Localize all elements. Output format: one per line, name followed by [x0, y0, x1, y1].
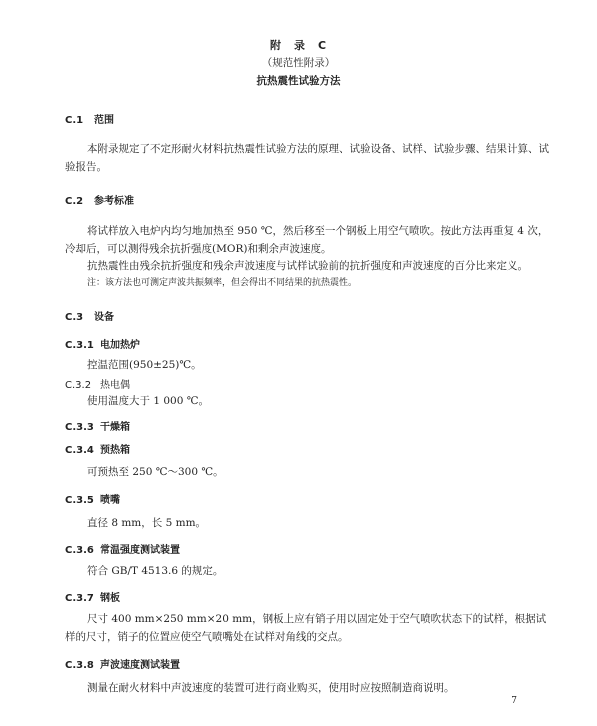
section-heading-c2 [65, 192, 134, 207]
subsection-heading-c36 [65, 541, 180, 556]
section-number: C.2 [65, 196, 84, 207]
subsection-heading-c35 [65, 491, 120, 506]
paragraph-line: 符合 GB/T 4513.6 的规定。 [87, 565, 224, 577]
section-title: 预热箱 [100, 445, 130, 456]
section-title: 钢板 [100, 593, 120, 604]
section-number: C.3.3 [65, 422, 94, 433]
section-title: 范围 [94, 115, 114, 126]
paragraph-line: 抗热震性由残余抗折强度和残余声波速度与试样试验前的抗折强度和声波速度的百分比来定义。 [87, 260, 528, 272]
section-number: C.3.1 [65, 340, 94, 351]
section-title: 设备 [94, 312, 114, 323]
section-number: C.3.4 [65, 445, 94, 456]
paragraph-line: 测量在耐火材料中声波速度的装置可进行商业购买，使用时应按照制造商说明。 [87, 682, 455, 694]
note: 注：该方法也可测定声波共振频率，但会得出不同结果的抗热震性。 [87, 278, 358, 288]
page-number: 7 [511, 696, 517, 706]
section-number: C.3.5 [65, 495, 94, 506]
paragraph-line: 可预热至 250 ℃～300 ℃。 [87, 466, 224, 478]
section-title: 声波速度测试装置 [100, 660, 180, 671]
appendix-title: 附 录 C [269, 39, 328, 52]
paragraph-line: 使用温度大于 1 000 ℃。 [87, 395, 209, 407]
section-number: C.3.7 [65, 593, 94, 604]
section-title: 电加热炉 [100, 340, 140, 351]
section-heading-c1 [65, 111, 114, 126]
section-number: C.3.6 [65, 545, 94, 556]
paragraph-line: 本附录规定了不定形耐火材料抗热震性试验方法的原理、试验设备、试样、试验步骤、结果计算、试 [87, 143, 549, 155]
paragraph-line: 样的尺寸，销子的位置应使空气喷嘴处在试样对角线的交点。 [65, 631, 349, 643]
subsection-heading-c32 [65, 376, 130, 391]
document-title: 抗热震性试验方法 [256, 75, 341, 87]
subsection-heading-c33 [65, 418, 130, 433]
paragraph-line: 将试样放入电炉内均匀地加热至 950 ℃，然后移至一个钢板上用空气喷吹。按此方法再重复 4 次， [87, 225, 549, 237]
section-heading-c3 [65, 308, 114, 323]
appendix-subtitle: （规范性附录） [261, 57, 336, 69]
paragraph-line: 直径 8 mm，长 5 mm。 [87, 517, 207, 529]
paragraph-line: 验报告。 [65, 161, 107, 173]
subsection-heading-c37 [65, 589, 120, 604]
subsection-heading-c38 [65, 656, 180, 671]
subsection-heading-c34 [65, 441, 130, 456]
paragraph-line: 控温范围(950±25)℃。 [87, 359, 202, 371]
section-number: C.1 [65, 115, 84, 126]
paragraph-line: 冷却后，可以测得残余抗折强度(MOR)和剩余声波速度。 [65, 243, 332, 255]
section-number: C.3.2 [65, 380, 92, 391]
section-title: 热电偶 [100, 380, 130, 391]
section-title: 参考标准 [94, 196, 134, 207]
section-title: 喷嘴 [100, 495, 120, 506]
subsection-heading-c31 [65, 336, 140, 351]
section-title: 干燥箱 [100, 422, 130, 433]
section-number: C.3 [65, 312, 84, 323]
paragraph-line: 尺寸 400 mm×250 mm×20 mm，钢板上应有销子用以固定处于空气喷吹状态下的试样，根据试 [87, 613, 547, 625]
section-number: C.3.8 [65, 660, 94, 671]
section-title: 常温强度测试装置 [100, 545, 180, 556]
